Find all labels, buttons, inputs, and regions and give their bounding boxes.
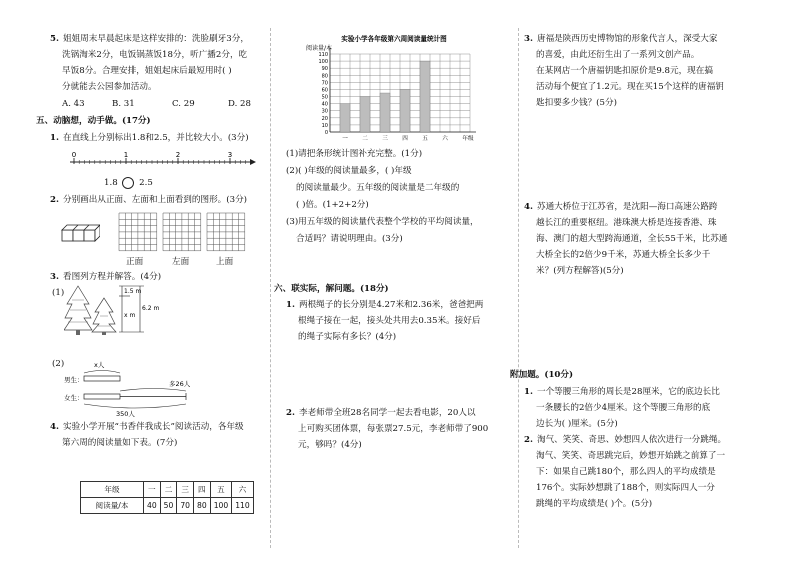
chart-bar	[380, 93, 390, 132]
q-text-line: 元，够吗？(4分)	[298, 440, 362, 450]
sub-question-line: 合适吗？请说明理由。(3分)	[296, 234, 403, 244]
q-text-line: 根绳子接在一起，接头处共用去0.35米。接好后	[298, 316, 481, 326]
tick-label: 3	[227, 151, 233, 159]
question-2	[286, 406, 476, 421]
x-tick-label: 六	[442, 136, 448, 142]
table-header-row	[81, 482, 254, 498]
question-1	[50, 131, 249, 146]
q-text-line: 海、澳门的超大型跨海通道，全长55千米，比苏通	[536, 234, 728, 244]
q-text-line: 淘气、笑笑、奇思、妙想四人依次进行一分跳绳。	[536, 435, 727, 445]
section-title: 六、联实际，解问题。(18分)	[274, 284, 389, 294]
table-cell: 50	[160, 498, 177, 514]
compare-expression	[104, 176, 153, 191]
tick-label: 0	[71, 151, 77, 159]
section-title: 附加题。(10分)	[510, 370, 574, 380]
q-text-line: 分就能去公园参加活动。	[62, 82, 157, 92]
x-tick-label: 年级	[462, 136, 474, 142]
reading-table	[80, 481, 254, 514]
q-number: 2.	[50, 195, 59, 205]
q-text-line: 大桥全长的2倍少9千米，苏通大桥全长多少千	[536, 250, 711, 260]
y-tick-label: 0	[324, 130, 328, 136]
chart-bar	[420, 61, 430, 132]
question-1	[286, 298, 483, 313]
y-tick-label: 20	[321, 115, 328, 122]
table-cell: 六	[232, 482, 254, 498]
tick-label: 2	[175, 151, 181, 159]
q-text-line: 苏通大桥位于江苏省，是沈阳—海口高速公路跨	[536, 202, 718, 212]
dim-label: 1.5 m	[124, 288, 142, 295]
sub-question-line: (2)( )年级的阅读量最多，( )年级	[286, 166, 412, 176]
view-label-top: 上面	[216, 257, 234, 267]
q-number: 2.	[286, 408, 295, 418]
y-tick-label: 30	[321, 108, 328, 115]
table-cell: 年级	[81, 482, 144, 498]
table-cell: 一	[144, 482, 161, 498]
q-text-line: 下：如果自己跳180个，那么四人的平均成绩是	[536, 467, 716, 477]
q-number: 5.	[50, 34, 59, 44]
q-number: 3.	[50, 272, 59, 282]
q-text-line: 的喜爱，由此还衍生出了一系列文创产品。	[536, 50, 700, 60]
table-cell: 40	[144, 498, 161, 514]
x-label: x人	[94, 361, 105, 369]
question-2	[50, 193, 247, 208]
boy-label: 男生：	[64, 376, 84, 384]
q-text-line: 一个等腰三角形的周长是28厘米，它的底边长比	[536, 387, 720, 397]
q-number: 2.	[524, 435, 533, 445]
table-cell: 五	[210, 482, 232, 498]
table-cell: 100	[210, 498, 232, 514]
compare-right: 2.5	[139, 178, 153, 188]
q-text-line: 活动每个便宜了1.2元。现在买15个这样的唐福钥	[536, 82, 724, 92]
part-label: (1)	[52, 288, 65, 298]
view-label-front: 正面	[126, 257, 144, 267]
x-tick-label: 三	[382, 136, 388, 142]
table-cell: 70	[177, 498, 194, 514]
column-divider	[518, 28, 519, 548]
cube-solid	[60, 222, 100, 246]
y-tick-label: 50	[321, 94, 328, 101]
view-label-left: 左面	[172, 257, 190, 267]
q-text-line: 实验小学开展“书香伴我成长”阅读活动，各年级	[62, 422, 244, 432]
y-tick-label: 70	[321, 80, 328, 87]
question-5	[50, 32, 249, 47]
total-label: 350人	[116, 410, 135, 418]
sub-question-line: (3)用五年级的阅读量代表整个学校的平均阅读量，	[286, 217, 479, 227]
q-number: 1.	[50, 133, 59, 143]
q-text-line: 姐姐周末早晨起床是这样安排的：洗脸刷牙3分，	[62, 34, 249, 44]
table-cell: 110	[232, 498, 254, 514]
dim-label: 6.2 m	[142, 305, 160, 312]
girl-label: 女生：	[64, 394, 84, 402]
q-text: 看图列方程并解答。(4分)	[62, 272, 162, 282]
option-a: A. 43	[62, 99, 85, 109]
chart-bar	[400, 89, 410, 132]
option-b: B. 31	[112, 99, 135, 109]
y-tick-label: 10	[321, 122, 328, 129]
table-cell: 二	[160, 482, 177, 498]
y-tick-label: 60	[321, 87, 328, 94]
section-title: 五、动脑想，动手做。(17分)	[36, 116, 151, 126]
q-text-line: 李老师带全班28名同学一起去看电影，20人以	[298, 408, 476, 418]
drawing-grid[interactable]	[118, 212, 158, 252]
q-number: 1.	[524, 387, 533, 397]
q-text: 在直线上分别标出1.8和2.5，并比较大小。(3分)	[62, 133, 249, 143]
y-tick-label: 80	[321, 73, 328, 80]
q-text: 分别画出从正面、左面和上面看到的图形。(3分)	[62, 195, 248, 205]
y-tick-label: 100	[318, 59, 328, 66]
q-text-line: 跳绳的平均成绩是( )个。(5分)	[536, 499, 653, 509]
q-text-line: 的绳子实际有多长？(4分)	[298, 332, 397, 342]
q-text-line: 早饭8分。合理安排，姐姐起床后最短用时( )	[62, 66, 232, 76]
q-text-line: 匙扣要多少钱？(5分)	[536, 98, 617, 108]
y-tick-label: 90	[321, 66, 328, 73]
option-c: C. 29	[172, 99, 195, 109]
x-tick-label: 二	[362, 136, 368, 142]
extra-question-1	[524, 385, 720, 400]
q-number: 1.	[286, 300, 295, 310]
q-text-line: 第六周的阅读量如下表。(7分)	[62, 438, 178, 448]
table-row	[81, 498, 254, 514]
option-d: D. 28	[228, 99, 251, 109]
compare-left: 1.8	[104, 178, 118, 188]
q-text-line: 唐福是陕西历史博物馆的形象代言人，深受大家	[536, 34, 718, 44]
sub-question-line: 的阅读量最少。五年级的阅读量是二年级的	[296, 183, 460, 193]
question-4	[50, 420, 244, 435]
table-cell: 三	[177, 482, 194, 498]
x-tick-label: 一	[342, 136, 348, 142]
q-text-line: 在某网店一个唐福钥匙扣原价是9.8元，现在搞	[536, 66, 713, 76]
q-text-line: 淘气、笑笑、奇思跳完后，妙想开始跳之前算了一	[536, 451, 726, 461]
q-text-line: 176个。实际妙想跳了188个，则实际四人一分	[536, 483, 715, 493]
q-text-line: 两根绳子的长分别是4.27米和2.36米，爸爸把两	[298, 300, 484, 310]
q-number: 3.	[524, 34, 533, 44]
trees-figure	[64, 282, 174, 336]
q-text-line: 洗锅淘米2分，电饭锅蒸饭18分，听广播2分，吃	[62, 50, 248, 60]
more-label: 多26人	[169, 380, 191, 388]
y-tick-label: 40	[321, 101, 328, 108]
q-text-line: 一条腰长的2倍少4厘米。这个等腰三角形的底	[536, 403, 711, 413]
x-tick-label: 四	[402, 136, 408, 142]
chart-bar	[340, 104, 350, 132]
bar-chart	[304, 34, 484, 148]
drawing-grid[interactable]	[206, 212, 246, 252]
q-text-line: 米？(列方程解答)(5分)	[536, 266, 624, 276]
q-text-line: 边长为( )厘米。(5分)	[536, 419, 618, 429]
table-cell: 阅读量/本	[81, 498, 144, 514]
tick-label: 1	[123, 151, 129, 159]
sub-question-line: ( )倍。(1+2+2分)	[296, 200, 369, 210]
q-text-line: 越长江的重要枢纽。港珠澳大桥是连接香港、珠	[536, 218, 717, 228]
q-number: 4.	[524, 202, 533, 212]
question-4	[524, 200, 717, 215]
number-line	[66, 150, 256, 190]
drawing-grid[interactable]	[162, 212, 202, 252]
chart-title: 实验小学各年级第六周阅读量统计图	[341, 35, 447, 43]
y-tick-label: 110	[318, 52, 328, 58]
chart-ylabel: 阅读量/本	[306, 45, 333, 52]
part-label: (2)	[52, 359, 65, 369]
chart-bar	[360, 97, 370, 132]
question-3	[524, 32, 717, 47]
segment-diagram	[64, 360, 204, 420]
table-cell: 80	[194, 498, 211, 514]
table-cell: 四	[194, 482, 211, 498]
extra-question-2	[524, 433, 726, 448]
x-tick-label: 五	[422, 136, 428, 142]
sub-question-line: (1)请把条形统计图补充完整。(1分)	[286, 149, 423, 159]
compare-circle[interactable]	[122, 177, 134, 189]
dim-label: x m	[124, 312, 136, 319]
column-divider	[270, 28, 271, 548]
q-number: 4.	[50, 422, 59, 432]
q-text-line: 上可购买团体票，每张票27.5元，李老师带了900	[298, 424, 489, 434]
